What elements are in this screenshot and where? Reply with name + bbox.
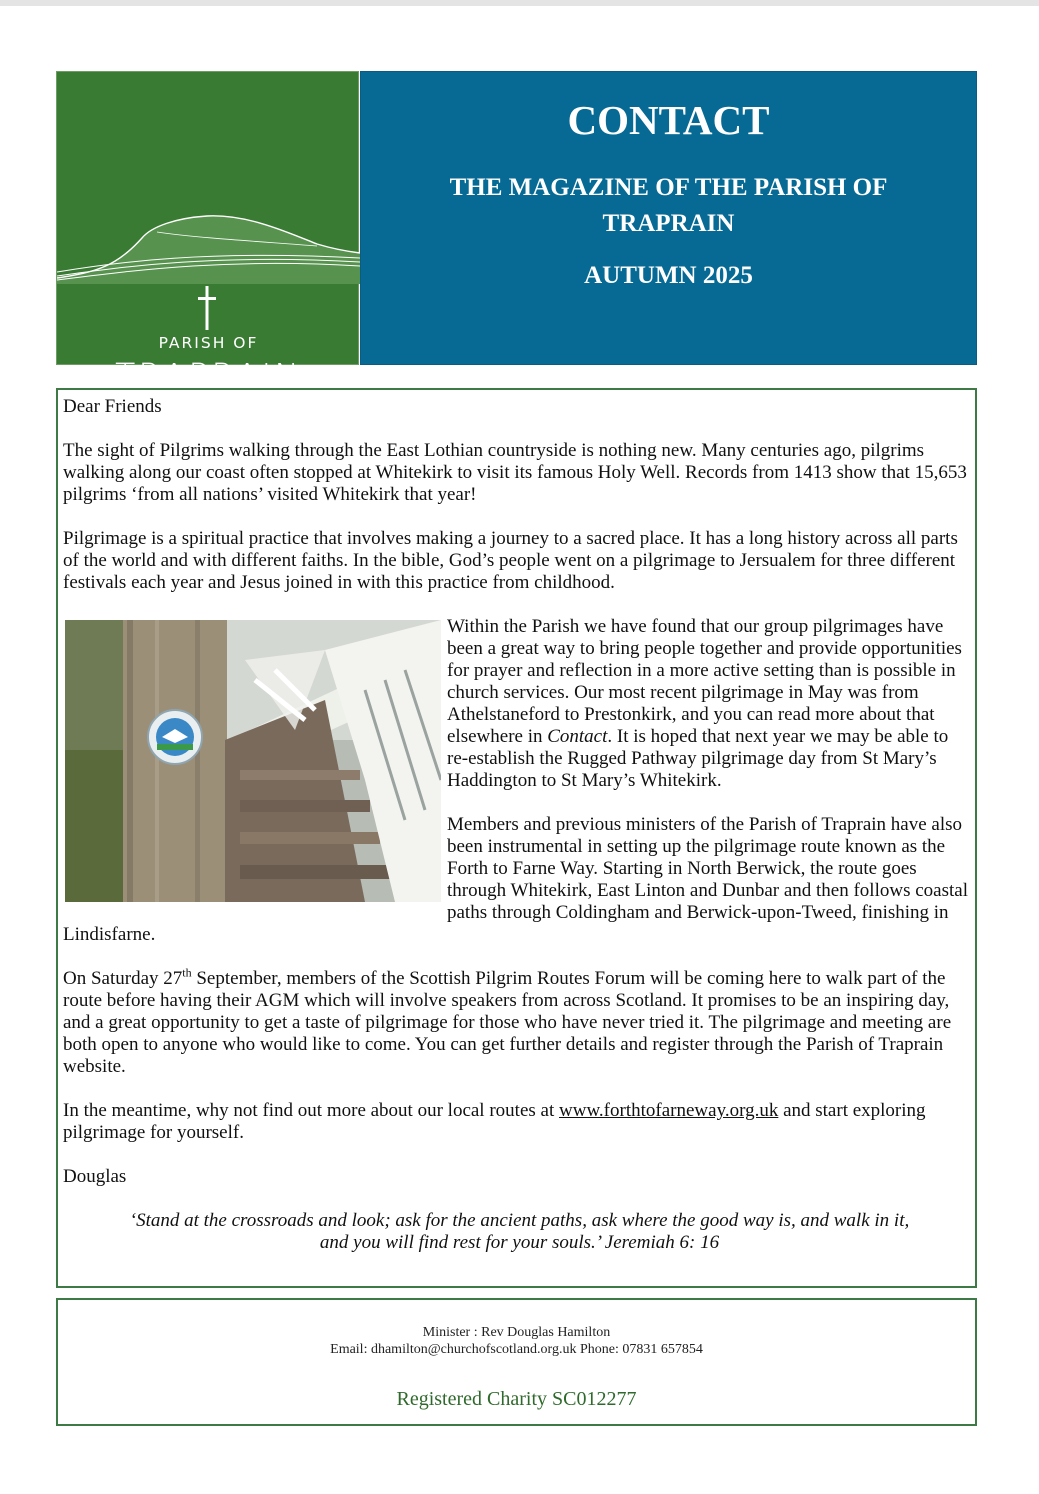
charity-number: Registered Charity SC012277 (396, 1388, 637, 1410)
hill-outline-graphic (57, 192, 360, 284)
magazine-title: CONTACT (567, 97, 770, 143)
magazine-name: Contact (547, 726, 608, 747)
masthead (360, 71, 977, 365)
post-and-bridge-image (65, 620, 441, 902)
logo-traprain: TRAPRAIN (115, 356, 302, 395)
paragraph-history: The sight of Pilgrims walking through the East Lothian countryside is nothing new. Many centuries ago, pilgrims walking along our coast often stopped at Whitekirk to visit its famous Holy Well. Records from 1413 show that 15,653 pilgrims ‘from all nations’ visited Whitekirk that year! (63, 440, 967, 505)
paragraph-pilgrimage: Pilgrimage is a spiritual practice that involves making a journey to a sacred place. It has a long history across all parts of the world and with different faiths. In the bible, God’s people went on a pilgrimage to Jersualem for three different festivals each year and Jesus joined in with this practice from childhood. (63, 528, 958, 593)
signoff: Douglas (63, 1166, 127, 1187)
contact-footer (56, 1298, 977, 1426)
parish-logo (56, 71, 359, 395)
paragraph-forum-visit: On Saturday 27th September, members of the Scottish Pilgrim Routes Forum will be coming here to walk part of the route before having their AGM which will involve speakers from across Scotland. It promises to be an inspiring day, and a great opportunity to get a taste of pilgrimage for those who have never tried it. The pilgrimage and meeting are both open to anyone who would like to come. You can get further details and register through the Parish of Traprain website. (63, 965, 952, 1077)
magazine-subtitle: THE MAGAZINE OF THE PARISH OF TRAPRAIN (449, 174, 888, 237)
issue-label: AUTUMN 2025 (584, 262, 753, 289)
minister-name: Minister : Rev Douglas Hamilton (422, 1325, 611, 1340)
paragraph-forth-to-farne: Members and previous ministers of the Parish of Traprain have also been instrumental in setting up the pilgrimage route known as the Forth to Farne Way. Starting in North Berwick, the route goes through Whitekirk, East Linton and Dunbar and then follows coastal paths through Coldingham and Berwick-upon-Tweed, finishing in Lindisfarne. (63, 814, 968, 945)
ministers-letter (56, 388, 977, 1288)
cross-icon (192, 286, 222, 330)
scripture-quote: ‘Stand at the crossroads and look; ask for the ancient paths, ask where the good way is, and walk in it, and you will find rest for your souls.’ Jeremiah 6: 16 (129, 1210, 910, 1253)
forth-to-farne-link[interactable]: www.forthtofarneway.org.uk (559, 1100, 779, 1121)
letter-body (63, 396, 968, 1254)
logo-parish-of: PARISH OF (158, 334, 259, 352)
top-bar (0, 0, 1039, 6)
paragraph-group-pilgrimages: Within the Parish we have found that our group pilgrimages have been a great way to bring people together and provide opportunities for prayer and reflection in a more active setting than is possible in church services. Our most recent pilgrimage in May was from Athelstaneford to Prestonkirk, and you can read more about that elsewhere in Contact. It is hoped that next year we may be able to re-establish the Rugged Pathway pilgrimage day from St Mary’s Haddington to St Mary’s Whitekirk. (447, 616, 962, 791)
minister-contact: Email: dhamilton@churchofscotland.org.uk Phone: 07831 657854 (330, 1342, 703, 1357)
greeting: Dear Friends (63, 396, 162, 417)
waymarker-photo (65, 620, 441, 902)
paragraph-website: In the meantime, why not find out more about our local routes at www.forthtofarneway.org.uk and start exploring pilgrimage for yourself. (63, 1100, 926, 1143)
